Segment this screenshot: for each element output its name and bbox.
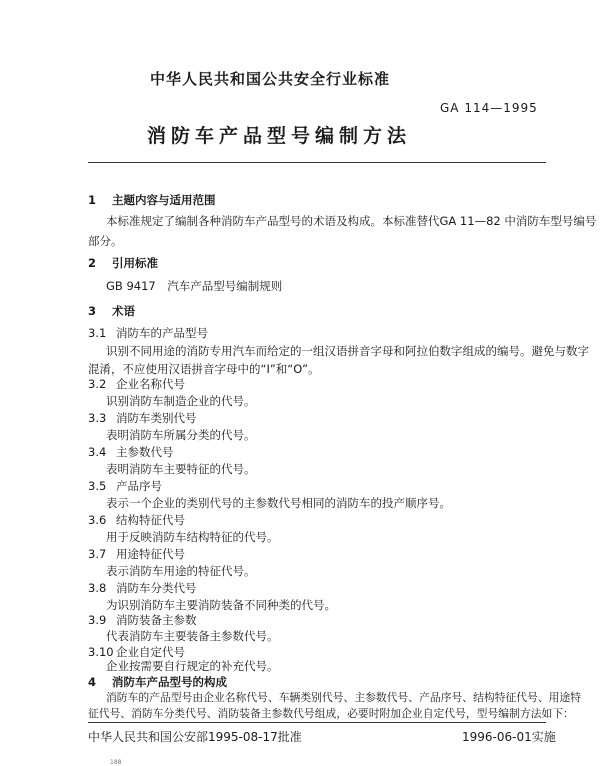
term-3-2-definition: 识别消防车制造企业的代号。 bbox=[106, 394, 256, 408]
section-2-heading: 2 引用标准 bbox=[88, 256, 158, 270]
implementation-date: 1996-06-01实施 bbox=[462, 730, 556, 744]
footer-divider bbox=[88, 722, 546, 723]
term-3-8-definition: 为识别消防车主要消防装备不同种类的代号。 bbox=[106, 598, 336, 612]
approval-statement: 中华人民共和国公安部1995-08-17批准 bbox=[88, 730, 302, 744]
term-3-1-heading: 3.1 消防车的产品型号 bbox=[88, 326, 208, 340]
term-3-4-heading: 3.4 主参数代号 bbox=[88, 445, 174, 459]
page-number: 188 bbox=[110, 759, 122, 766]
term-3-9-definition: 代表消防车主要装备主参数代号。 bbox=[106, 629, 279, 643]
reference-standard: GB 9417 汽车产品型号编制规则 bbox=[106, 279, 283, 293]
term-3-10-definition: 企业按需要自行规定的补充代号。 bbox=[106, 659, 279, 673]
term-3-6-definition: 用于反映消防车结构特征的代号。 bbox=[106, 530, 279, 544]
term-3-7-definition: 表示消防车用途的特征代号。 bbox=[106, 564, 256, 578]
section-3-heading: 3 术语 bbox=[88, 304, 135, 318]
term-3-1-definition-line-2: 混淆，不应使用汉语拼音字母中的“I”和“O”。 bbox=[88, 362, 320, 376]
section-4-paragraph-line-2: 征代号、消防车分类代号、消防装备主参数代号组成，必要时附加企业自定代号，型号编制方法如下： bbox=[88, 707, 574, 720]
term-3-3-heading: 3.3 消防车类别代号 bbox=[88, 411, 197, 425]
section-1-heading: 1 主题内容与适用范围 bbox=[88, 193, 216, 207]
section-4-heading: 4 消防车产品型号的构成 bbox=[88, 675, 227, 689]
term-3-10-heading: 3.10 企业自定代号 bbox=[88, 645, 185, 659]
term-3-6-heading: 3.6 结构特征代号 bbox=[88, 513, 185, 527]
issuing-authority: 中华人民共和国公共安全行业标准 bbox=[150, 70, 391, 88]
document-title: 消防车产品型号编制方法 bbox=[147, 125, 412, 147]
section-1-paragraph-line-1: 本标准规定了编制各种消防车产品型号的术语及构成。本标准替代GA 11—82 中消防车型号编号 bbox=[106, 214, 597, 228]
term-3-5-definition: 表示一个企业的类别代号的主参数代号相同的消防车的投产顺序号。 bbox=[106, 496, 451, 510]
header-divider bbox=[88, 162, 546, 163]
term-3-4-definition: 表明消防车主要特征的代号。 bbox=[106, 462, 256, 476]
term-3-9-heading: 3.9 消防装备主参数 bbox=[88, 613, 197, 627]
term-3-8-heading: 3.8 消防车分类代号 bbox=[88, 581, 197, 595]
standard-code: GA 114—1995 bbox=[440, 101, 538, 115]
term-3-5-heading: 3.5 产品序号 bbox=[88, 479, 162, 493]
term-3-3-definition: 表明消防车所属分类的代号。 bbox=[106, 428, 256, 442]
term-3-7-heading: 3.7 用途特征代号 bbox=[88, 547, 185, 561]
term-3-2-heading: 3.2 企业名称代号 bbox=[88, 377, 185, 391]
section-4-paragraph-line-1: 消防车的产品型号由企业名称代号、车辆类别代号、主参数代号、产品序号、结构特征代号、用途特 bbox=[106, 691, 582, 704]
section-1-paragraph-line-2: 部分。 bbox=[88, 234, 123, 248]
term-3-1-definition-line-1: 识别不同用途的消防专用汽车而给定的一组汉语拼音字母和阿拉伯数字组成的编号。避免与数字 bbox=[106, 344, 589, 358]
